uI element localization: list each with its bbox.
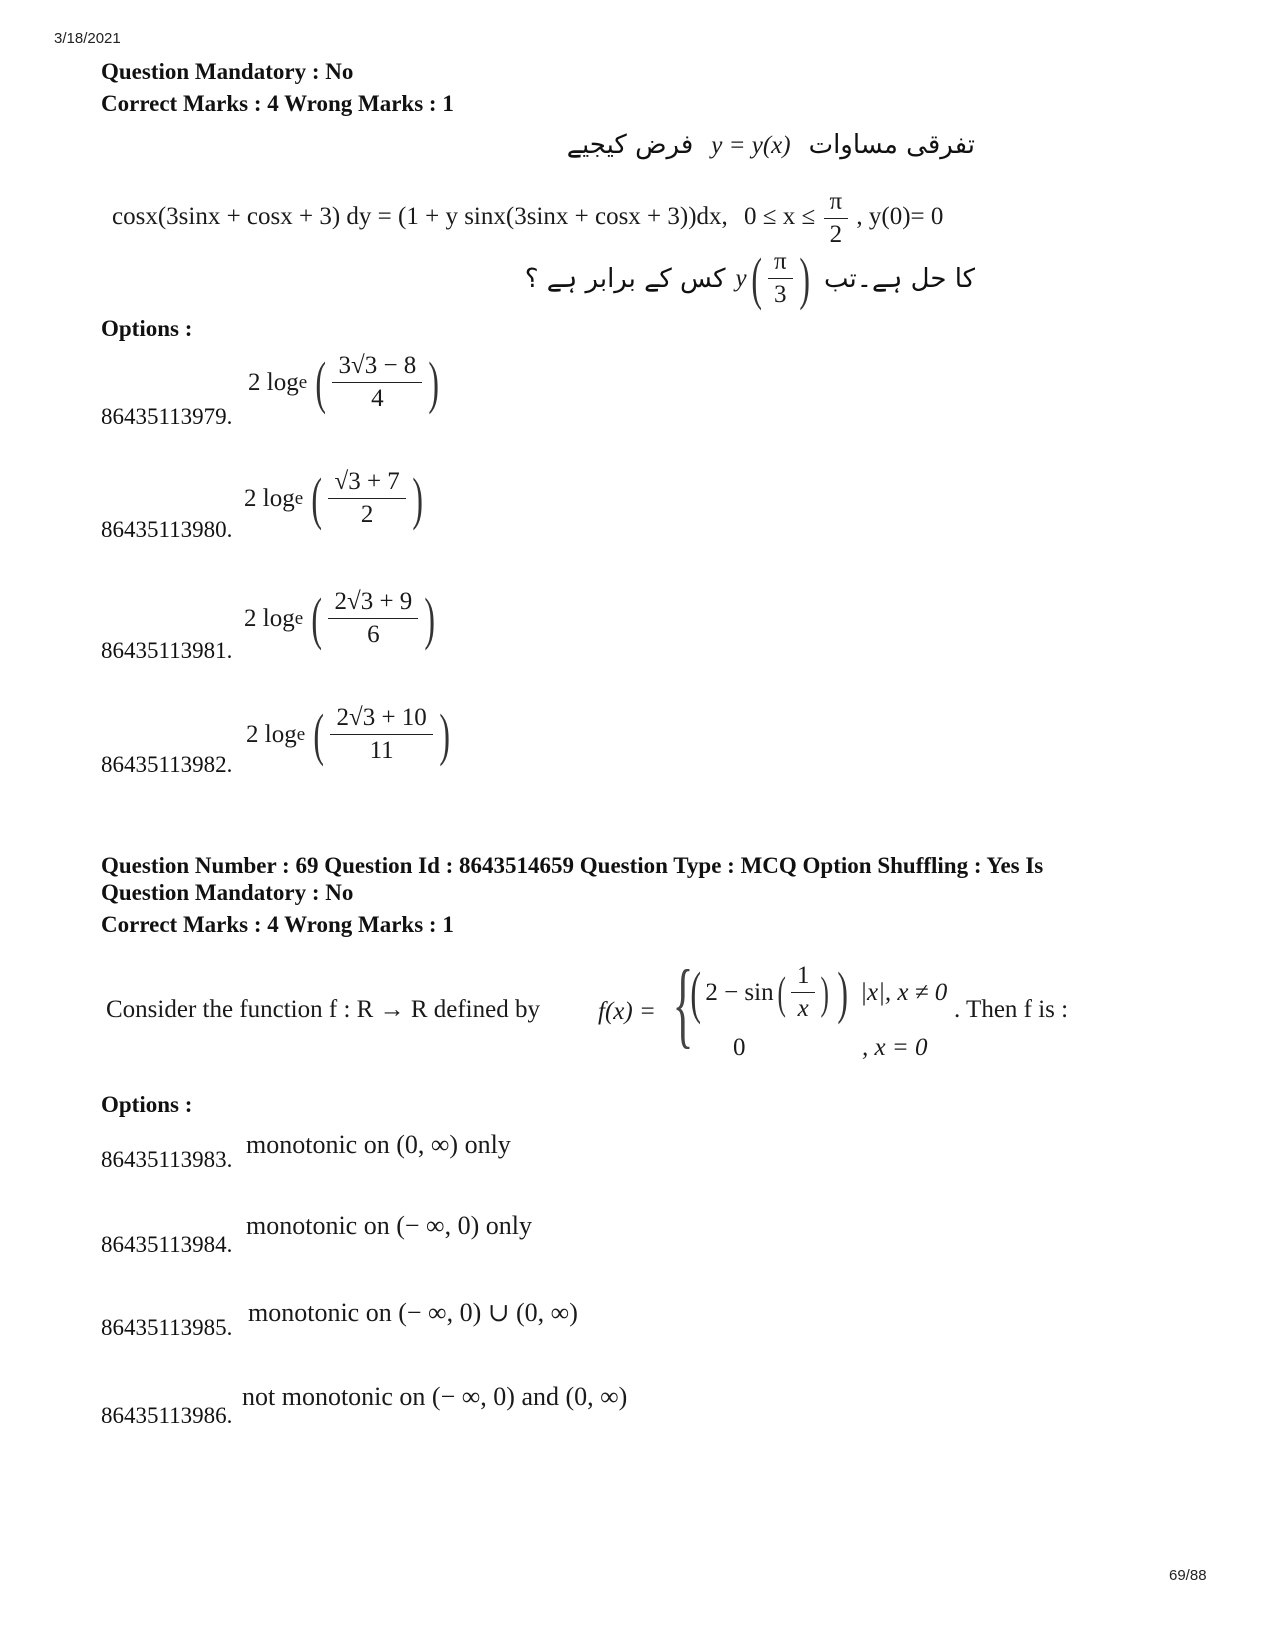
q69-header-line2: Question Mandatory : No [101, 880, 354, 905]
q68-option-id: 86435113981. [101, 638, 233, 663]
right-paren: ) [424, 585, 436, 651]
fraction-num: 3√3 − 8 [332, 352, 422, 383]
q69-options-label: Options : [101, 1092, 193, 1117]
urdu-text-1b: تفرقی مساوات [808, 130, 975, 160]
print-date: 3/18/2021 [54, 30, 121, 47]
option-fraction [328, 468, 405, 529]
q69-stem-a: Consider the function f : R → R defined by [106, 996, 540, 1023]
q68-options-label: Options : [101, 316, 193, 341]
fraction-num: 2√3 + 9 [328, 588, 418, 619]
q69-stem-b: . Then f is : [954, 996, 1069, 1023]
fraction-num: π [768, 248, 793, 279]
q69-case2-condition: , x = 0 [862, 1034, 928, 1061]
urdu-text-3a: کا حل ہے۔تب [823, 263, 975, 294]
q69-header-line1: Question Number : 69 Question Id : 8643514659 Question Type : MCQ Option Shuffling : Yes Is [101, 853, 1044, 878]
fraction-den: 2 [360, 501, 374, 528]
q68-option-id: 86435113980. [101, 517, 233, 542]
q68-mandatory: Question Mandatory : No [101, 59, 354, 84]
right-paren: ) [428, 349, 440, 415]
q69-fx: f(x) = [598, 998, 656, 1025]
log-base: e [298, 371, 308, 393]
q68-option-id: 86435113982. [101, 752, 233, 777]
log-prefix: 2 log [246, 720, 297, 748]
case1-expr: 2 − sin [705, 978, 774, 1006]
domain-fraction [824, 188, 849, 249]
q69-option-text: not monotonic on (− ∞, 0) and (0, ∞) [242, 1382, 628, 1411]
right-paren: ) [798, 245, 810, 311]
case1-condition: |x|, x ≠ 0 [860, 978, 948, 1006]
left-paren: ( [690, 959, 701, 1025]
pi-over-3-fraction [768, 248, 793, 309]
q69-option-id: 86435113984. [101, 1232, 233, 1257]
q68-option-expr [244, 465, 427, 531]
q69-option-id: 86435113985. [101, 1315, 233, 1340]
fraction-den: 4 [371, 385, 384, 412]
left-paren: ( [311, 585, 323, 651]
fraction-den: x [797, 995, 809, 1022]
q68-urdu-line3 [524, 245, 975, 311]
log-prefix: 2 log [248, 368, 299, 396]
q69-option-id: 86435113986. [101, 1403, 233, 1428]
q69-option-text: monotonic on (− ∞, 0) only [246, 1211, 532, 1240]
fraction-num: 2√3 + 10 [330, 704, 432, 735]
left-paren: ( [313, 701, 325, 767]
q69-marks: Correct Marks : 4 Wrong Marks : 1 [101, 912, 454, 937]
q69-option-text: monotonic on (− ∞, 0) ∪ (0, ∞) [248, 1298, 578, 1327]
left-paren: ( [315, 349, 327, 415]
option-fraction [332, 352, 422, 413]
fraction-den: 11 [369, 737, 394, 764]
urdu-inline-eq: y = y(x) [711, 132, 791, 159]
q69-case2-value: 0 [733, 1034, 746, 1061]
right-paren: ) [412, 465, 423, 531]
fraction-num: 1 [791, 962, 816, 993]
piecewise-brace: { [672, 950, 694, 1057]
urdu-text-1a: فرض کیجیے [566, 130, 694, 160]
q68-urdu-line1 [567, 130, 975, 160]
fraction-num: √3 + 7 [328, 468, 405, 499]
right-paren: ) [837, 959, 848, 1025]
log-base: e [294, 607, 304, 629]
right-paren: ) [439, 701, 450, 767]
log-prefix: 2 log [244, 604, 295, 632]
y-symbol: y [735, 264, 747, 292]
q69-option-text: monotonic on (0, ∞) only [246, 1130, 511, 1159]
y-of-pi-over-3 [735, 245, 814, 311]
inner-left-paren: ( [777, 966, 786, 1018]
initial-condition: , y(0)= 0 [856, 203, 944, 231]
fraction-den: 3 [774, 281, 787, 308]
left-paren: ( [311, 465, 323, 531]
q68-option-id: 86435113979. [101, 404, 233, 429]
q68-option-expr [248, 349, 444, 415]
differential-equation: cosx(3sinx + cosx + 3) dy = (1 + y sinx(3sinx + cosx + 3))dx, [112, 203, 728, 231]
domain-den: 2 [829, 221, 843, 248]
option-fraction [330, 704, 432, 765]
q68-option-expr [246, 701, 454, 767]
q68-equation-line [112, 188, 943, 249]
domain-left: 0 ≤ x ≤ [744, 203, 816, 231]
option-fraction [328, 588, 418, 649]
inner-right-paren: ) [820, 966, 830, 1018]
log-base: e [296, 723, 306, 745]
log-base: e [294, 487, 304, 509]
left-paren: ( [751, 245, 762, 311]
q69-option-id: 86435113983. [101, 1147, 233, 1172]
page-number: 69/88 [1169, 1567, 1207, 1584]
log-prefix: 2 log [244, 484, 295, 512]
fraction-den: 6 [367, 621, 380, 648]
urdu-text-3b: کس کے برابر ہے ؟ [524, 263, 726, 294]
domain-num: π [824, 188, 849, 219]
q68-option-expr [244, 585, 440, 651]
q68-marks: Correct Marks : 4 Wrong Marks : 1 [101, 91, 454, 116]
q69-case1 [686, 959, 948, 1025]
one-over-x-fraction [791, 962, 816, 1023]
